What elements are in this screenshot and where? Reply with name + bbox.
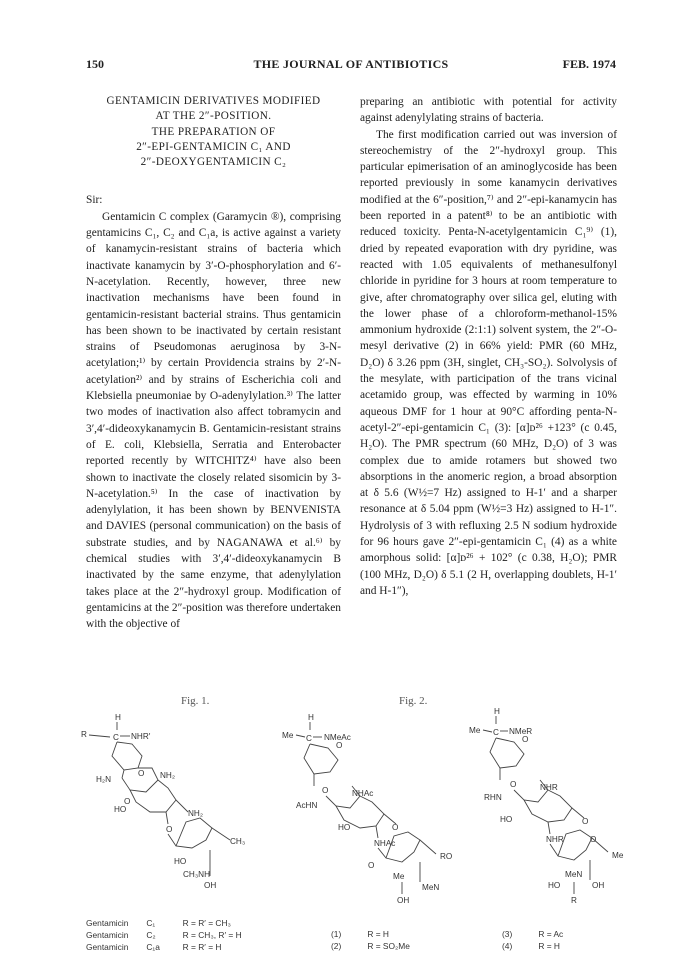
atom-label: Me <box>393 872 405 881</box>
salutation: Sir: <box>86 194 103 207</box>
atom-label: HO <box>174 857 187 866</box>
atom-label: OH <box>592 881 605 890</box>
atom-label: H <box>115 713 121 722</box>
atom-label: O <box>336 741 343 750</box>
figure-2-label: Fig. 2. <box>399 695 428 707</box>
title-line: GENTAMICIN DERIVATIVES MODIFIED <box>106 95 321 107</box>
atom-label: OH <box>397 896 410 905</box>
legend-row: (1) R = H <box>331 929 389 939</box>
atom-label: C <box>306 734 312 743</box>
atom-label: NMeR <box>509 727 533 736</box>
atom-label: O <box>368 861 375 870</box>
atom-label: HO <box>114 805 127 814</box>
atom-label: C <box>113 733 119 742</box>
title-line: AT THE 2″-POSITION. <box>155 110 272 123</box>
atom-label: NHR′ <box>131 732 151 741</box>
atom-label: R <box>571 896 577 905</box>
atom-label: NMeAc <box>324 733 351 742</box>
atom-label: H <box>494 707 500 716</box>
atom-label: Me <box>612 851 624 860</box>
atom-label: NH₂ <box>188 809 204 818</box>
body-paragraph: preparing an antibiotic with potential for activity against adenylylating strains of bacteria. <box>360 96 617 125</box>
legend-row: (3) R = Ac <box>502 929 564 939</box>
journal-name: THE JOURNAL OF ANTIBIOTICS <box>253 57 449 71</box>
figure-1-structure <box>81 713 245 890</box>
atom-label: NHR <box>546 835 564 844</box>
atom-label: O <box>522 735 529 744</box>
atom-label: R <box>81 730 87 739</box>
legend-row: (2) R = SO₂Me <box>331 941 410 951</box>
atom-label: O <box>138 769 145 778</box>
atom-label: O <box>590 835 597 844</box>
atom-label: O <box>510 780 517 789</box>
atom-label: NHR <box>540 783 558 792</box>
atom-label: CH₃NH <box>183 870 210 879</box>
legend-row: Gentamicin C₂ R = CH₃, R′ = H <box>86 930 242 940</box>
title-line: 2″-EPI-GENTAMICIN C₁ AND <box>136 140 291 153</box>
atom-label: Me <box>469 726 481 735</box>
atom-label: NH₂ <box>160 771 176 780</box>
atom-label: O <box>392 823 399 832</box>
atom-label: OH <box>204 881 217 890</box>
figure-2a-structure <box>282 713 452 905</box>
figure-2a-legend <box>331 928 410 952</box>
atom-label: HO <box>548 881 561 890</box>
atom-label: NHAc <box>352 789 374 798</box>
figure-1-legend <box>86 917 242 953</box>
body-paragraph: Gentamicin C complex (Garamycin ®), comprising gentamicins C₁, C₂ and C₁a, is active against a variety of kanamycin-resistant strains of bacteria which inactivate kanamycin by 3′-O-phosphorylation and 6′-N-acetylation. Recently, however, three new inactivation mechanisms have been found in gentamicin-resistant bacterial strains. Thus gentamicin has been shown to be inactivated by certain resistant strains of Pseudomonas aeruginosa by 3-N-acetylation;¹⁾ by certain Providencia strains by 2′-N-acetylation²⁾ and by strains of Escherichia coli and Klebsiella pneumoniae by O-adenylylation.³⁾ The latter two modes of inactivation also affect tobramycin and 3′,4′-dideoxykanamycin B. Gentamicin-resistant strains of E. coli, Klebsiella, Serratia and Enterobacter reported recently by WITCHITZ⁴⁾ have also been shown to inactivate the closely related sisomicin by 3-N-acetylation.⁵⁾ In the case of inactivation by adenylylation, it has been shown by BENVENISTA and DAVIES (personal communication) on the basis of substrate studies, and by NAGANAWA et al.⁶⁾ by chemical studies with 3′,4′-dideoxykanamycin B inactivated by the same enzyme, that adenylylation takes place at the 2″-hydroxyl group. Modification of gentamicins at the 2″-position was therefore undertaken with the objective of <box>86 210 341 631</box>
atom-label: RHN <box>484 793 502 802</box>
atom-label: MeN <box>565 870 583 879</box>
body-paragraph: The first modification carried out was inversion of stereochemistry of the 2″-hydroxyl group. This particular epimerisation of an aminoglycoside has been reported previously in some kanamycin derivatives modified at the 6″-position,⁷⁾ and 2″-epi-kanamycin has been reported in a patent⁸⁾ to be an antibiotic with reduced toxicity. Penta-N-acetylgentamicin C₁⁹⁾ (1), dried by repeated evaporation with dry pyridine, was reacted with 1.05 equivalents of methanesulfonyl chloride in pyridine for 3 hours at room temperature to give, after chromatography over silica gel, eluting with the lower phase of a chloroform-methanol-15% ammonium hydroxide (2:1:1) solvent system, the 2″-O-mesyl derivative (2) in 66% yield: PMR (60 MHz, D₂O) δ 3.26 ppm (3H, singlet, CH₃-SO₂). Solvolysis of the mesylate, with participation of the trans vicinal acetamido group, was effected by warming in 10% aqueous DMF for 1 hour at 90°C affording penta-N-acetyl-2″-epi-gentamicin C₁ (3): [α]ᴅ²⁶ +123° (c 0.45, H₂O). The PMR spectrum (60 MHz, D₂O) of 3 was complex due to amide rotamers but showed two absorptions in the anomeric region, a broad absorption at δ 5.6 (W½=7 Hz) assigned to H-1′ and a sharper resonance at δ 5.04 ppm (W½=3 Hz) assigned to H-1″. Hydrolysis of 3 with refluxing 2.5 N sodium hydroxide for 96 hours gave 2″-epi-gentamicin C₁ (4) as a white amorphous solid: [α]ᴅ²⁶ + 102° (c 0.38, H₂O); PMR (100 MHz, D₂O) δ 5.1 (2 H, overlapping doublets, H-1′ and H-1″), <box>360 128 617 597</box>
atom-label: H <box>308 713 314 722</box>
atom-label: C <box>493 728 499 737</box>
legend-row: (4) R = H <box>502 941 560 951</box>
atom-label: O <box>582 817 589 826</box>
atom-label: MeN <box>422 883 440 892</box>
page-number: 150 <box>86 57 104 71</box>
figure-2b-structure <box>469 707 624 905</box>
title-line: 2″-DEOXYGENTAMICIN C₂ <box>140 156 287 169</box>
figure-2b-legend <box>502 928 563 952</box>
atom-label: NHAc <box>374 839 396 848</box>
atom-label: O <box>124 797 131 806</box>
figure-1-label: Fig. 1. <box>181 695 210 707</box>
atom-label: CH₃ <box>230 837 246 846</box>
atom-label: HO <box>500 815 513 824</box>
title-line: THE PREPARATION OF <box>151 125 276 138</box>
atom-label: AcHN <box>296 801 318 810</box>
atom-label: H₂N <box>96 775 112 784</box>
legend-row: Gentamicin C₁ R = R′ = CH₃ <box>86 918 231 928</box>
atom-label: O <box>166 825 173 834</box>
atom-label: RO <box>440 852 453 861</box>
atom-label: Me <box>282 731 294 740</box>
issue-date: FEB. 1974 <box>562 57 616 71</box>
legend-row: Gentamicin C₁a R = R′ = H <box>86 942 222 952</box>
atom-label: O <box>322 786 329 795</box>
atom-label: HO <box>338 823 351 832</box>
